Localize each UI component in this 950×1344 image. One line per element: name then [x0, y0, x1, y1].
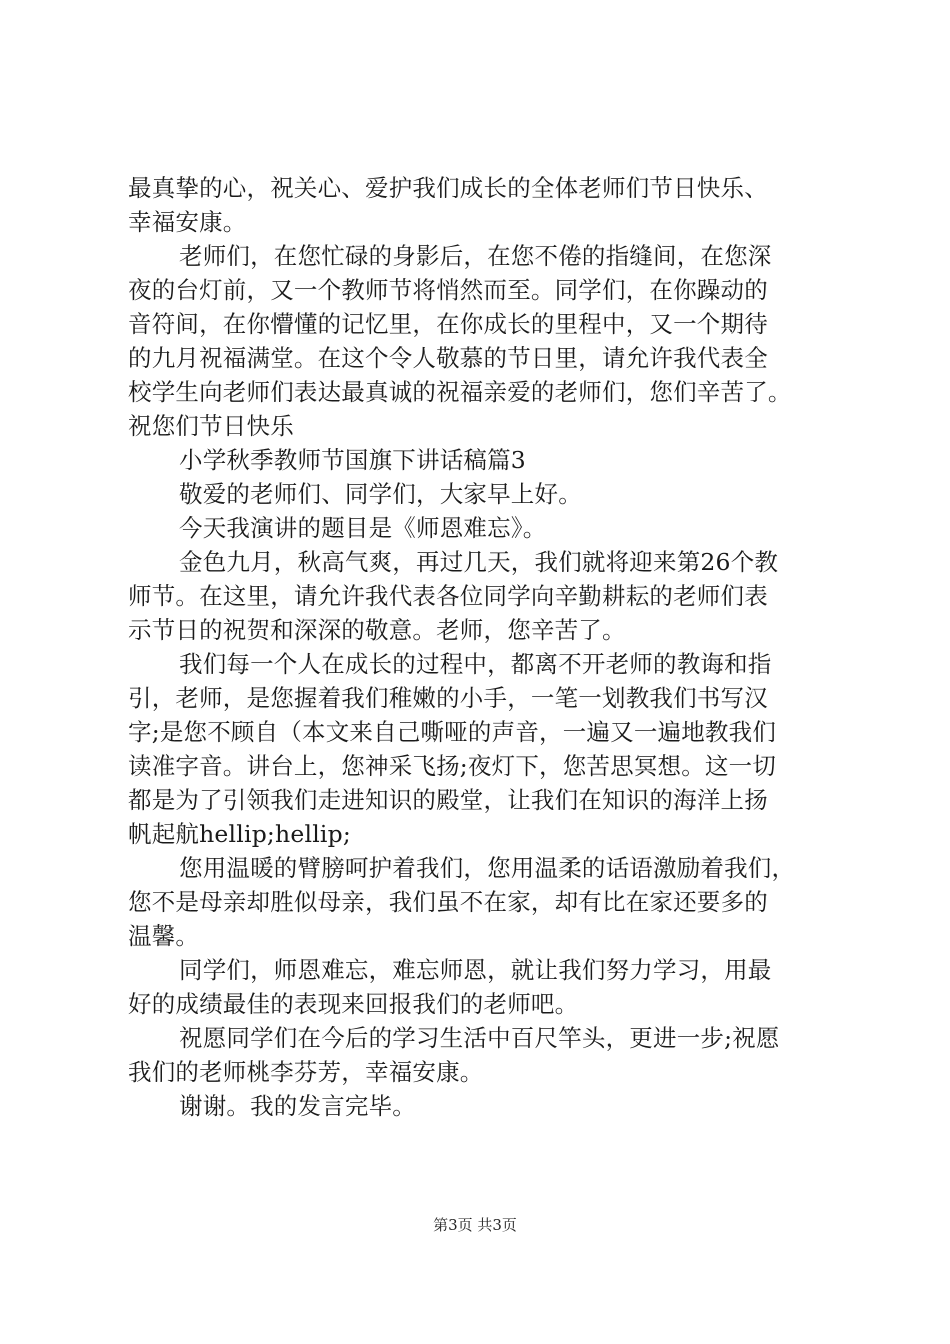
text-line: 小学秋季教师节国旗下讲话稿篇3 [179, 446, 526, 474]
text-line: 金色九月，秋高气爽，再过几天，我们就将迎来第26个教 [179, 548, 779, 576]
text-line: 老师们，在您忙碌的身影后，在您不倦的指缝间，在您深 [179, 242, 772, 270]
text-line: 谢谢。我的发言完毕。 [179, 1092, 416, 1120]
text-line: 夜的台灯前，又一个教师节将悄然而至。同学们，在你躁动的 [128, 276, 768, 304]
text-line: 读准字音。讲台上，您神采飞扬;夜灯下，您苦思冥想。这一切 [128, 752, 777, 780]
text-line: 示节日的祝贺和深深的敬意。老师，您辛苦了。 [128, 616, 626, 644]
text-line: 字;是您不顾自（本文来自己嘶哑的声音，一遍又一遍地教我们 [128, 718, 777, 746]
text-line: 都是为了引领我们走进知识的殿堂，让我们在知识的海洋上扬 [128, 786, 768, 814]
text-line: 幸福安康。 [128, 208, 247, 236]
page-footer: 第3页 共3页 [433, 1216, 517, 1234]
text-line: 今天我演讲的题目是《师恩难忘》。 [179, 514, 547, 542]
text-line: 您用温暖的臂膀呵护着我们，您用温柔的话语激励着我们， [179, 854, 796, 882]
text-line: 祝您们节日快乐 [128, 412, 294, 440]
document-body [128, 171, 840, 1123]
text-line: 同学们，师恩难忘，难忘师恩，就让我们努力学习，用最 [179, 956, 772, 984]
text-line: 帆起航hellip;hellip; [128, 820, 352, 848]
text-line: 引，老师，是您握着我们稚嫩的小手，一笔一划教我们书写汉 [128, 684, 768, 712]
text-line: 温馨。 [128, 922, 200, 950]
text-line: 音符间，在你懵懂的记忆里，在你成长的里程中，又一个期待 [128, 310, 768, 338]
text-line: 好的成绩最佳的表现来回报我们的老师吧。 [128, 990, 579, 1018]
text-line: 最真挚的心，祝关心、爱护我们成长的全体老师们节日快乐、 [128, 174, 768, 202]
text-line: 校学生向老师们表达最真诚的祝福亲爱的老师们，您们辛苦了。 [128, 378, 792, 406]
text-line: 您不是母亲却胜似母亲，我们虽不在家，却有比在家还要多的 [128, 888, 768, 916]
text-line: 师节。在这里，请允许我代表各位同学向辛勤耕耘的老师们表 [128, 582, 768, 610]
text-line: 祝愿同学们在今后的学习生活中百尺竿头，更进一步;祝愿 [179, 1024, 780, 1052]
text-line: 我们的老师桃李芬芳，幸福安康。 [128, 1058, 484, 1086]
text-line: 我们每一个人在成长的过程中，都离不开老师的教诲和指 [179, 650, 772, 678]
text-line: 敬爱的老师们、同学们，大家早上好。 [179, 480, 582, 508]
text-line: 的九月祝福满堂。在这个令人敬慕的节日里，请允许我代表全 [128, 344, 768, 372]
